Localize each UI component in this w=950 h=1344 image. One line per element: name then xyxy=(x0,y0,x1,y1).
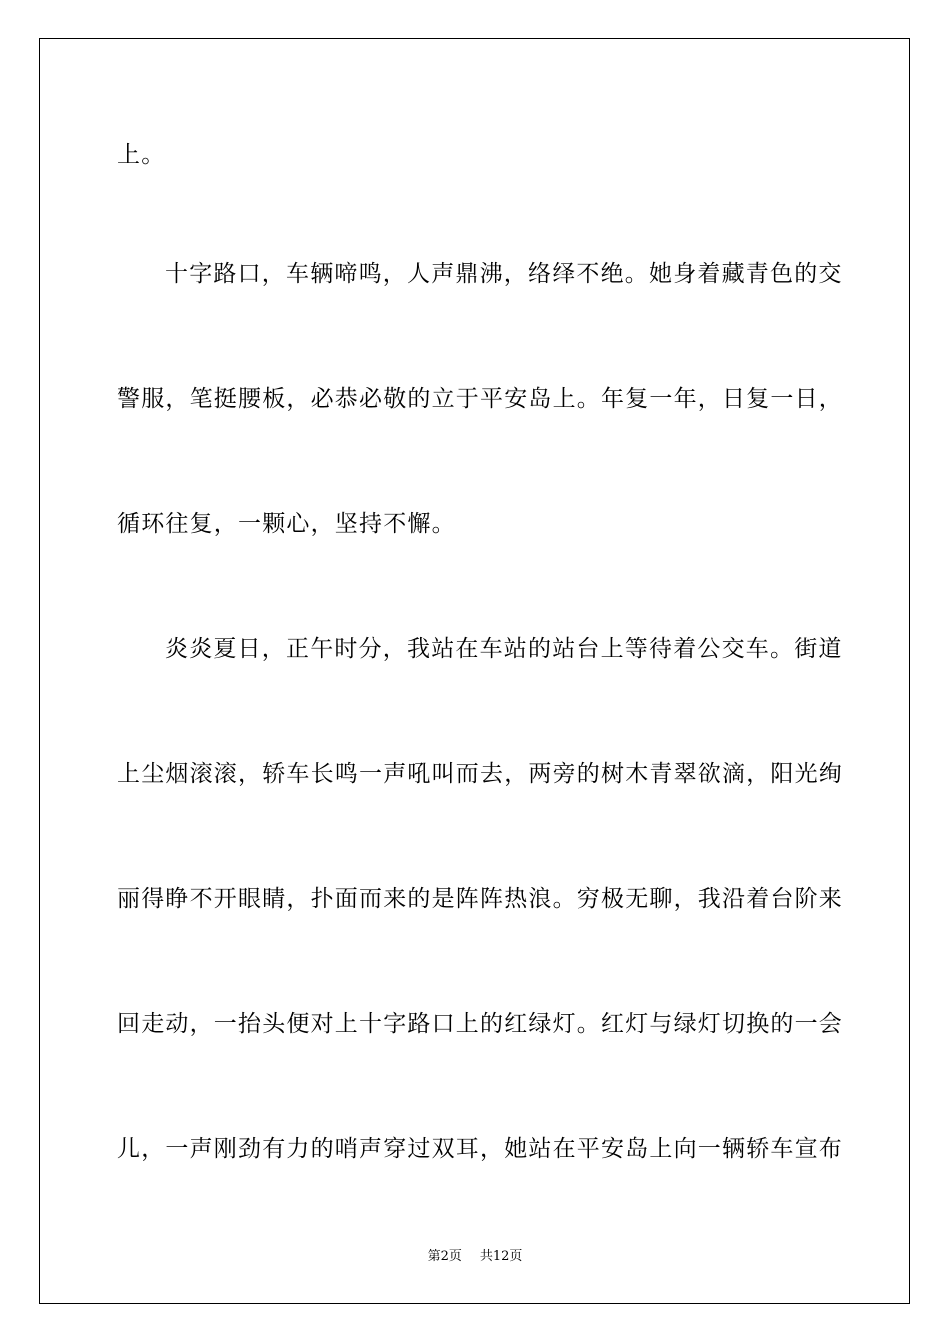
text-line-7: 丽得睁不开眼睛，扑面而来的是阵阵热浪。穷极无聊，我沿着台阶来 xyxy=(117,886,843,912)
text-line-1: 上。 xyxy=(117,142,166,168)
page-border xyxy=(39,38,910,1304)
text-line-8: 回走动，一抬头便对上十字路口上的红绿灯。红灯与绿灯切换的一会 xyxy=(117,1011,843,1037)
page-number: 第2页 xyxy=(427,1249,462,1264)
text-line-6: 上尘烟滚滚，轿车长鸣一声吼叫而去，两旁的树木青翠欲滴，阳光绚 xyxy=(117,761,843,787)
paragraph-start-line: 十字路口，车辆啼鸣，人声鼎沸，络绎不绝。她身着藏青色的交 xyxy=(165,261,843,287)
text-line-4: 循环往复，一颗心，坚持不懈。 xyxy=(117,511,456,537)
text-line-9: 儿，一声刚劲有力的哨声穿过双耳，她站在平安岛上向一辆轿车宣布 xyxy=(117,1136,843,1162)
text-line-3: 警服，笔挺腰板，必恭必敬的立于平安岛上。年复一年，日复一日， xyxy=(117,386,843,412)
page-footer xyxy=(0,1248,950,1266)
paragraph-start-line: 炎炎夏日，正午时分，我站在车站的站台上等待着公交车。街道 xyxy=(165,636,843,662)
page-total: 共12页 xyxy=(479,1249,523,1264)
